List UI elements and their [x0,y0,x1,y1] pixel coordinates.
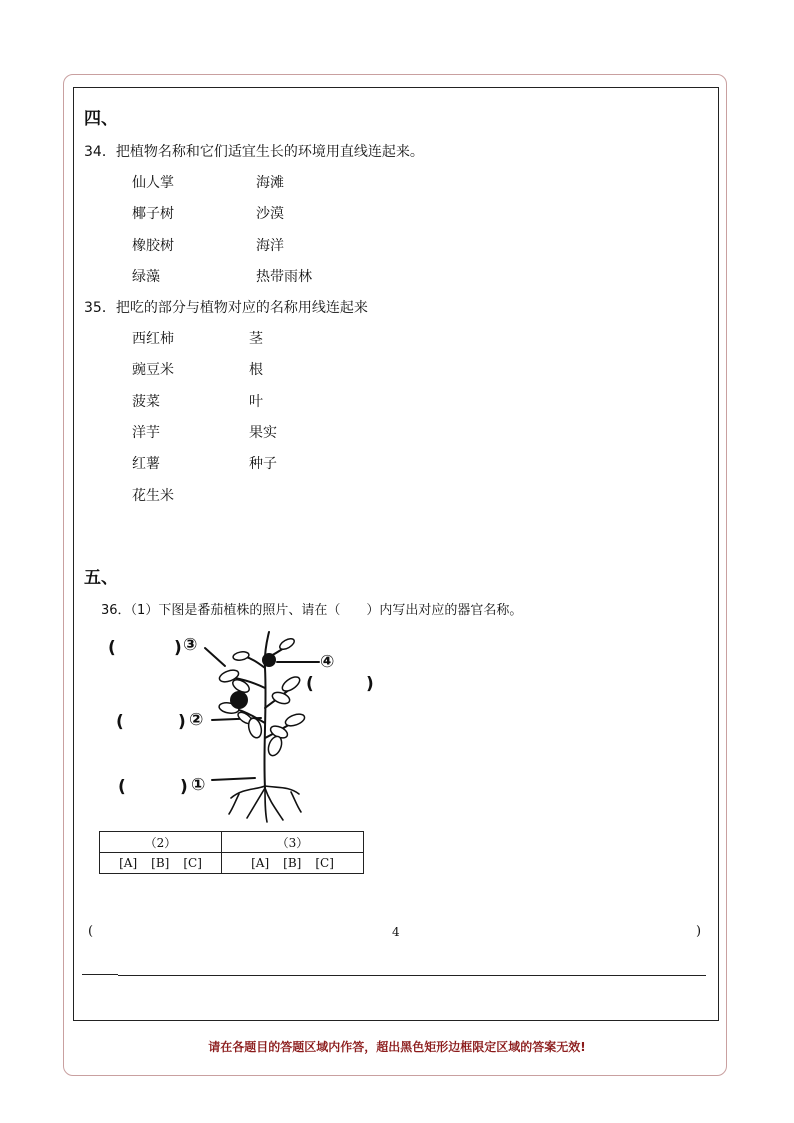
option-b-bubble[interactable]: [B] [283,856,302,870]
blank-open-paren: ( [118,777,126,797]
answer-region-border [73,87,719,1021]
marker-3: ③ [183,635,198,655]
page-left-paren: ( [88,924,94,939]
q34-plant-item: 橡胶树 [132,238,174,254]
q35-part-item: 种子 [249,456,277,472]
q35-plant-item: 红薯 [132,456,160,472]
q34-plant-item: 椰子树 [132,206,174,222]
option-a-bubble[interactable]: [A] [119,856,138,870]
q35-plant-item: 花生米 [132,488,174,504]
blank-open-paren: ( [116,712,124,732]
question-35-text: 35．把吃的部分与植物对应的名称用线连起来 [84,300,368,316]
option-a-bubble[interactable]: [A] [251,856,270,870]
marker-1: ① [191,775,206,795]
blank-close-paren: ) [366,674,374,694]
question-36-text: 36．（1）下图是番茄植株的照片、请在（ ）内写出对应的器官名称。 [101,603,523,618]
q34-habitat-item: 热带雨林 [256,269,312,285]
q35-part-item: 果实 [249,425,277,441]
blank-close-paren: ) [178,712,186,732]
q35-plant-item: 洋芋 [132,425,160,441]
marker-2: ② [189,710,204,730]
divider-line-short [82,974,118,975]
q35-plant-item: 菠菜 [132,394,160,410]
page-right-paren: ) [696,924,702,939]
page-number: 4 [392,925,400,939]
option-c-bubble[interactable]: [C] [183,856,202,870]
section-five-heading: 五、 [84,568,118,588]
answer-options-row [222,853,364,874]
q34-habitat-item: 海洋 [256,238,284,254]
q34-habitat-item: 沙漠 [256,206,284,222]
q35-part-item: 根 [249,362,263,378]
marker-4: ④ [320,652,335,672]
answer-col-label: （2） [100,832,222,853]
blank-open-paren: ( [306,674,314,694]
question-34-text: 34．把植物名称和它们适宜生长的环境用直线连起来。 [84,144,424,160]
section-four-heading: 四、 [84,109,118,129]
answer-col-label: （3） [222,832,364,853]
option-c-bubble[interactable]: [C] [315,856,334,870]
tomato-plant-illustration [195,628,325,824]
answer-choice-table [99,831,364,874]
answer-options-row [100,853,222,874]
q35-plant-item: 豌豆米 [132,362,174,378]
q34-plant-item: 仙人掌 [132,175,174,191]
blank-close-paren: ) [174,638,182,658]
blank-open-paren: ( [108,638,116,658]
q34-plant-item: 绿藻 [132,269,160,285]
blank-close-paren: ) [180,777,188,797]
q35-part-item: 茎 [249,331,263,347]
divider-line [118,975,706,976]
q35-plant-item: 西红柿 [132,331,174,347]
footer-notice: 请在各题目的答题区域内作答，超出黑色矩形边框限定区域的答案无效! [208,1040,586,1054]
q34-habitat-item: 海滩 [256,175,284,191]
option-b-bubble[interactable]: [B] [151,856,170,870]
q35-part-item: 叶 [249,394,263,410]
